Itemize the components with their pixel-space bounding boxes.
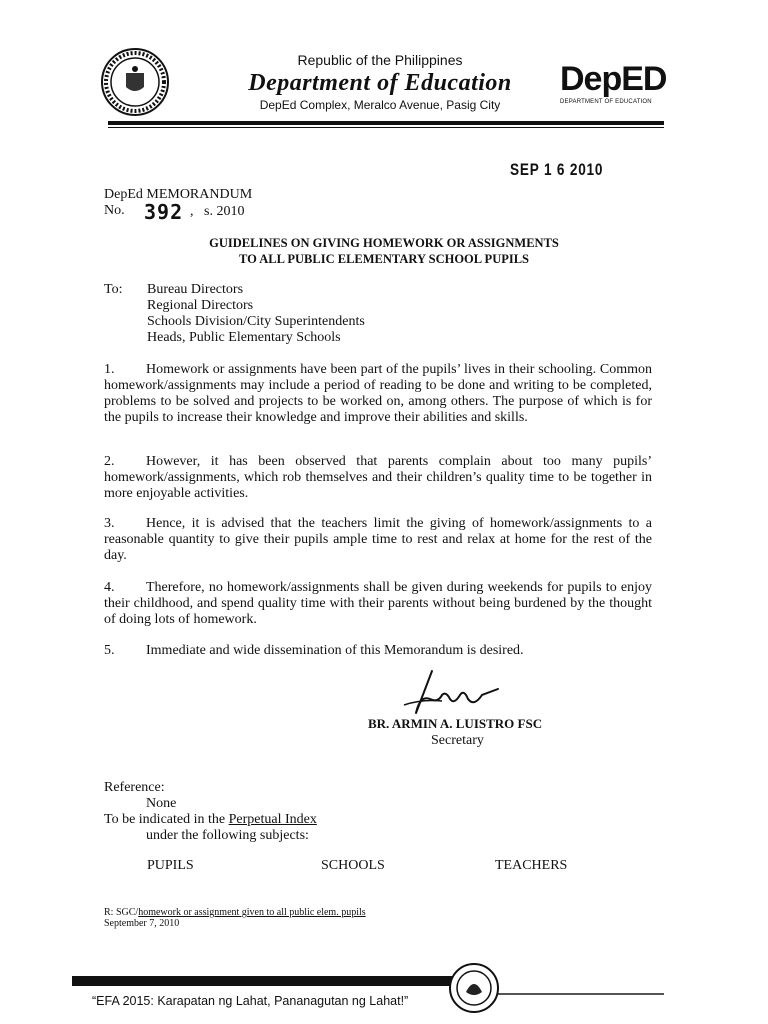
footer-slogan: “EFA 2015: Karapatan ng Lahat, Pananagutan ng Lahat!” <box>92 994 409 1008</box>
paragraph-2 <box>104 454 652 502</box>
signatory-title: Secretary <box>431 733 484 748</box>
subject-teachers: TEACHERS <box>495 858 568 873</box>
perpetual-index-link: Perpetual Index <box>228 812 317 827</box>
paragraph-text: Homework or assignments have been part of the pupils’ lives in their schooling. Common homework/assignments may include a period of reading to be done and writing to be completed, problems to be solved and projects to be worked on, among others. The purpose of which is for the pupils to increase their knowledge and improve their abilities and skills. <box>104 362 652 425</box>
memo-series: , s. 2010 <box>190 204 245 219</box>
header-department: Department of Education <box>248 70 512 96</box>
footer-bar <box>72 976 452 986</box>
recipient-item: Heads, Public Elementary Schools <box>147 330 341 345</box>
date-stamp: SEP 1 6 2010 <box>510 160 604 179</box>
subject-pupils: PUPILS <box>147 858 194 873</box>
paragraph-number: 1. <box>104 362 115 377</box>
philippine-seal-icon <box>100 47 170 117</box>
perpetual-index-prefix: To be indicated in the <box>104 812 229 827</box>
paragraph-number: 4. <box>104 580 115 595</box>
paragraph-5 <box>104 643 652 659</box>
routing-date: September 7, 2010 <box>104 918 180 929</box>
routing-subject: homework or assignment given to all public elem. pupils <box>138 907 366 918</box>
deped-logo: DepED <box>560 60 667 98</box>
memo-number-label: No. <box>104 203 125 218</box>
footer-rule <box>498 993 664 995</box>
perpetual-index-under: under the following subjects: <box>146 828 309 843</box>
signatory-name: BR. ARMIN A. LUISTRO FSC <box>368 716 543 731</box>
memo-heading: DepEd MEMORANDUM <box>104 187 253 202</box>
recipient-item: Schools Division/City Superintendents <box>147 314 365 329</box>
efa-emblem-icon <box>448 962 500 1014</box>
paragraph-4 <box>104 580 652 628</box>
recipient-item: Regional Directors <box>147 298 254 313</box>
recipient-item: Bureau Directors <box>147 282 244 297</box>
paragraph-1 <box>104 362 652 426</box>
memo-title-line2: TO ALL PUBLIC ELEMENTARY SCHOOL PUPILS <box>238 252 530 266</box>
routing-line <box>104 907 366 918</box>
paragraph-number: 5. <box>104 643 115 658</box>
paragraph-text: Therefore, no homework/assignments shall be given during weekends for pupils to enjoy their childhood, and spend quality time with their parents without being burdened by the thought of doing lots of homework. <box>104 580 652 627</box>
paragraph-number: 3. <box>104 516 115 531</box>
header-rule <box>108 121 664 125</box>
memo-title-line1: GUIDELINES ON GIVING HOMEWORK OR ASSIGNMENTS <box>209 236 559 250</box>
memo-number: 392 <box>144 200 184 224</box>
signature-icon <box>402 665 512 721</box>
routing-prefix: R: SGC/ <box>104 907 139 918</box>
recipient-list <box>147 282 365 346</box>
paragraph-3 <box>104 516 652 564</box>
paragraph-text: However, it has been observed that parents complain about too many pupils’ homework/assignments, which rob themselves and their children’s quality time to be together in more enjoyable activities. <box>104 454 652 501</box>
header-republic: Republic of the Philippines <box>297 52 463 68</box>
reference-value: None <box>146 796 177 811</box>
to-label: To: <box>104 282 123 297</box>
memo-title <box>104 235 664 267</box>
deped-logo-subtitle: DEPARTMENT OF EDUCATION <box>560 99 652 105</box>
reference-block <box>104 780 317 844</box>
reference-label: Reference: <box>104 780 165 795</box>
header-rule-thin <box>108 127 664 128</box>
paragraph-number: 2. <box>104 454 115 469</box>
routing-note <box>104 907 366 929</box>
header-address: DepEd Complex, Meralco Avenue, Pasig City <box>259 98 501 112</box>
subject-schools: SCHOOLS <box>321 858 385 873</box>
paragraph-text: Hence, it is advised that the teachers limit the giving of homework/assignments to a reasonable quantity to give their pupils ample time to rest and relax at home for the rest of the day. <box>104 516 652 563</box>
paragraph-text: Immediate and wide dissemination of this Memorandum is desired. <box>146 643 524 658</box>
perpetual-index-line <box>104 812 317 828</box>
